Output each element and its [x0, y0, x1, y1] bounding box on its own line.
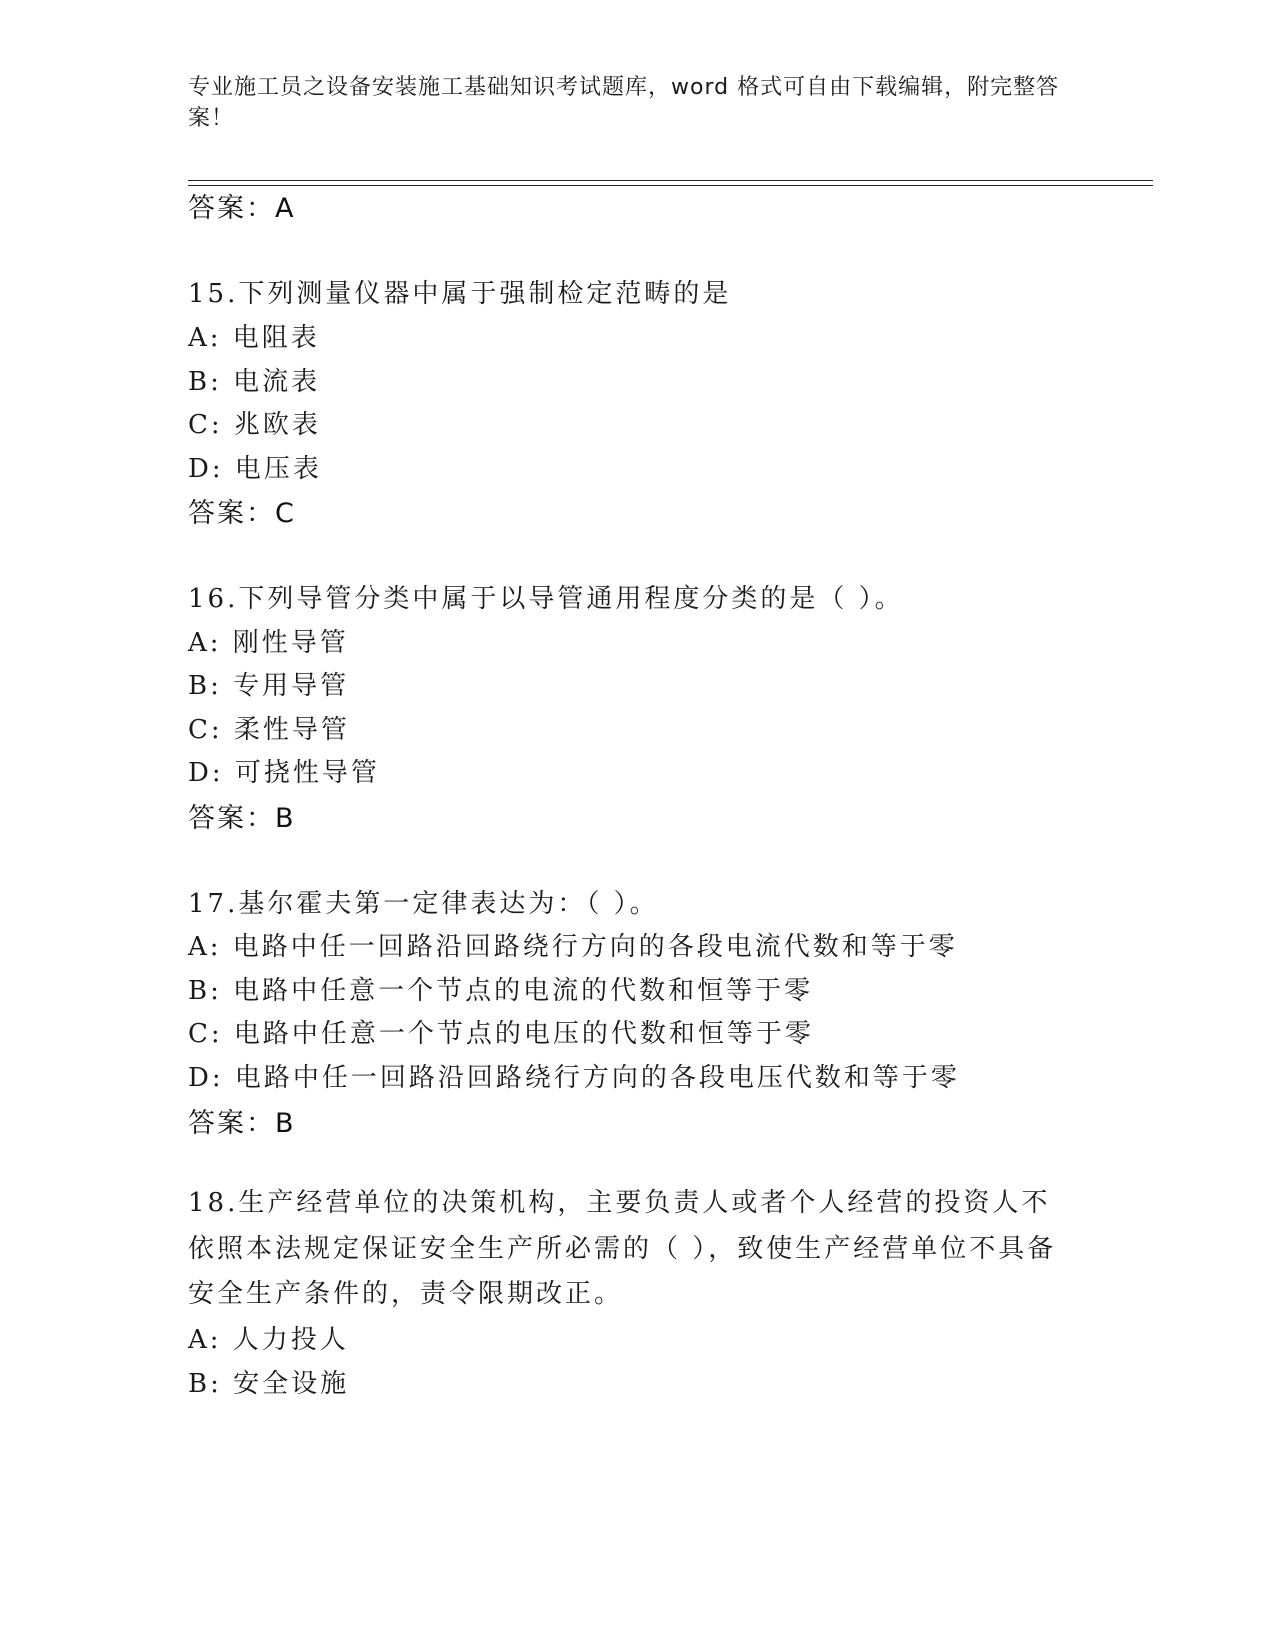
header-divider-bottom [188, 185, 1153, 186]
option-b: B: 电流表 [188, 367, 321, 397]
option-d: D: 电路中任一回路沿回路绕行方向的各段电压代数和等于零 [188, 1063, 960, 1093]
option-a: A: 电阻表 [188, 323, 320, 353]
question-stem-17: 17.基尔霍夫第一定律表达为：（ ）。 [188, 889, 659, 919]
option-b: B: 专用导管 [188, 671, 350, 701]
question-stem-15: 15.下列测量仪器中属于强制检定范畴的是 [188, 279, 732, 309]
option-d: D: 可挠性导管 [188, 758, 380, 788]
option-a: A: 电路中任一回路沿回路绕行方向的各段电流代数和等于零 [188, 932, 958, 962]
document-header: 专业施工员之设备安装施工基础知识考试题库，word 格式可自由下载编辑，附完整答案！ [188, 75, 1060, 131]
option-d: D: 电压表 [188, 454, 322, 484]
header-divider-top [188, 180, 1153, 181]
question-stem-18: 18.生产经营单位的决策机构，主要负责人或者个人经营的投资人不依照本法规定保证安全生产所必需的（ ），致使生产经营单位不具备安全生产条件的，责令限期改正。 [188, 1188, 1057, 1309]
option-c: C: 柔性导管 [188, 715, 350, 745]
option-b: B: 安全设施 [188, 1369, 350, 1399]
option-a: A: 刚性导管 [188, 628, 349, 658]
answer-16: 答案：B [188, 803, 296, 834]
answer-17: 答案：B [188, 1108, 296, 1139]
option-a: A: 人力投人 [188, 1325, 349, 1355]
question-stem-16: 16.下列导管分类中属于以导管通用程度分类的是（ ）。 [188, 584, 904, 614]
previous-answer: 答案：A [188, 193, 296, 224]
answer-15: 答案：C [188, 498, 296, 529]
option-c: C: 电路中任意一个节点的电压的代数和恒等于零 [188, 1019, 814, 1049]
option-b: B: 电路中任意一个节点的电流的代数和恒等于零 [188, 976, 814, 1006]
option-c: C: 兆欧表 [188, 410, 321, 440]
